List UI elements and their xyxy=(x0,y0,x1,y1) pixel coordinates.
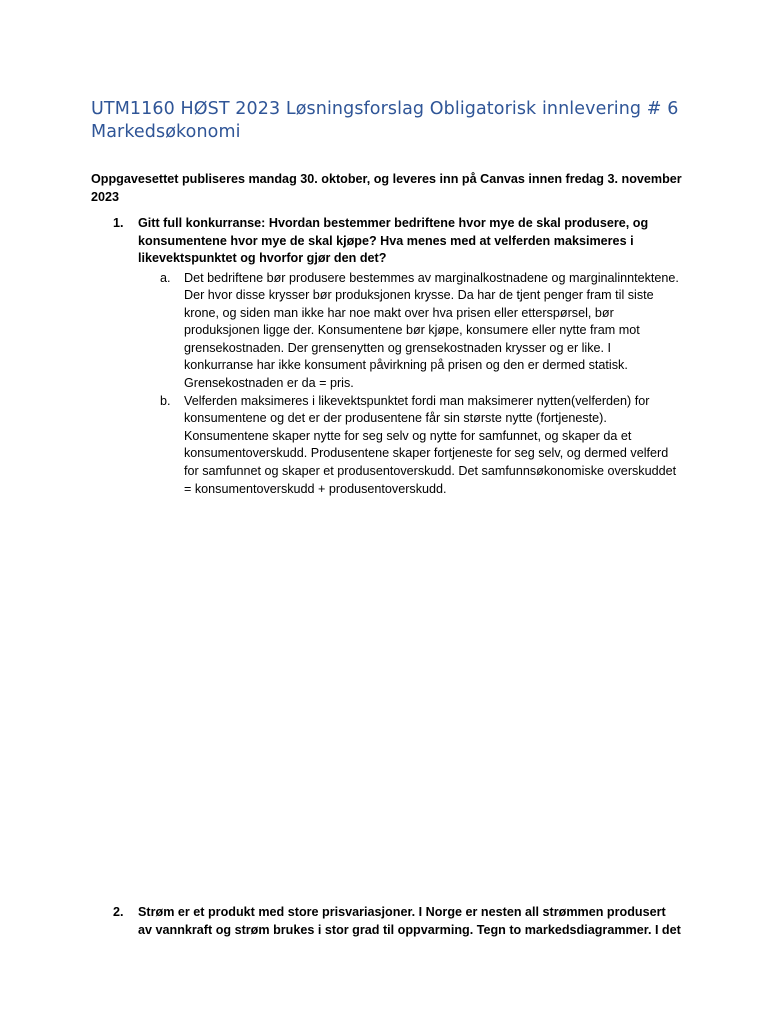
question-1-answers xyxy=(91,270,681,499)
answer-a-letter: a. xyxy=(160,270,171,285)
question-1 xyxy=(91,215,681,498)
question-1-text: Gitt full konkurranse: Hvordan bestemmer bedriftene hvor mye de skal produsere, og konsumentene hvor mye de skal kjøpe? Hva menes med at velferden maksimeres i likevektspunktet og hvorfor gjør den det? xyxy=(138,216,649,265)
answer-b-text: Velferden maksimeres i likevektspunktet fordi man maksimerer nytten(velferden) for konsumentene og det er der produsentene får sin største nytte (fortjeneste). Konsumentene skaper nytte for seg selv og nytte for samfunnet, og skaper da et konsumentoverskudd. Produsentene skaper fortjeneste for seg selv, og dermed velferd for samfunnet og skaper et produsentoverskudd. Det samfunnsøkonomiske overskuddet = konsumentoverskudd + produsentoverskudd. xyxy=(184,393,677,496)
document-title: UTM1160 HØST 2023 Løsningsforslag Obligatorisk innlevering # 6 Markedsøkonomi xyxy=(91,99,679,142)
answer-b xyxy=(91,393,681,499)
question-2 xyxy=(91,904,681,939)
question-1-row xyxy=(91,215,681,268)
assignment-intro: Oppgavesettet publiseres mandag 30. oktober, og leveres inn på Canvas innen fredag 3. november 2023 xyxy=(91,172,682,204)
answer-b-letter: b. xyxy=(160,393,171,408)
question-2-number: 2. xyxy=(113,905,124,919)
answer-a-text: Det bedriftene bør produsere bestemmes av marginalkostnadene og marginalinntektene. Der hvor disse krysser bør produksjonen krysse. Da har de tjent penger fram til siste krone, og siden man ikke har noe makt over hva prisen eller etterspørsel, bør produksjonen ligge der. Konsumentene bør kjøpe, konsumere eller nytte fram mot grensekostnaden. Der grensenytten og grensekostnaden krysser og er like. I konkurranse har ikke konsument påvirkning på prisen og den er dermed statisk. Grensekostnaden er da = pris. xyxy=(184,270,679,391)
answer-a xyxy=(91,270,681,393)
question-2-row xyxy=(91,904,681,939)
question-1-number: 1. xyxy=(113,216,124,230)
question-2-text: Strøm er et produkt med store prisvariasjoner. I Norge er nesten all strømmen produsert av vannkraft og strøm brukes i stor grad til oppvarming. Tegn to markedsdiagrammer. I det xyxy=(138,905,681,937)
